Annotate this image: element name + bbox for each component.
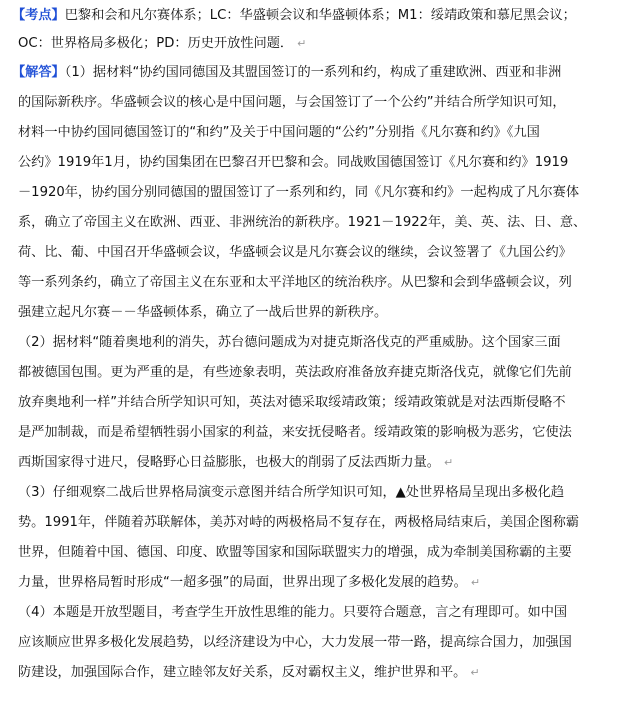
para4-line: 应该顺应世界多极化发展趋势，以经济建设为中心，大力发展一带一路，提高综合国力，加强国 (18, 635, 572, 650)
kaodian-label: 【考点】 (12, 8, 65, 23)
paragraph-mark-icon: ↵ (444, 456, 454, 469)
kaodian-line-2 (0, 33, 618, 55)
kaodian-text-1: 巴黎和会和凡尔赛体系；LC：华盛顿会议和华盛顿体系；M1：绥靖政策和慕尼黑会议； (64, 8, 576, 23)
para1-line: 强建立起凡尔赛－－华盛顿体系，确立了一战后世界的新秩序。 (18, 305, 388, 320)
kaodian-line-1 (0, 5, 618, 27)
para1-line: 公约》1919年1月，协约国集团在巴黎召开巴黎和会。同战败国德国签订《凡尔赛和约》1919 (18, 155, 569, 170)
para3-line: 力量，世界格局暂时形成“一超多强”的局面，世界出现了多极化发展的趋势。 ↵ (18, 575, 481, 590)
paragraph-mark-icon: ↵ (470, 576, 481, 589)
para2-line: 是严加制裁，而是希望牺牲弱小国家的利益，来安抚侵略者。绥靖政策的影响极为恶劣，它使法 (18, 425, 572, 440)
para2-line: 西斯国家得寸进尺，侵略野心日益膨胀，也极大的削弱了反法西斯力量。 ↵ (18, 455, 454, 470)
para3-line: 势。1991年，伴随着苏联解体，美苏对峙的两极格局不复存在，两极格局结束后，美国企图称霸 (18, 515, 580, 530)
para2-line: 都被德国包围。更为严重的是，有些迹象表明，英法政府准备放弃捷克斯洛伐克，就像它们先前 (18, 365, 572, 380)
para1-line: 材料一中协约国同德国签订的“和约”及关于中国问题的“公约”分别指《凡尔赛和约》《九国 (18, 125, 540, 140)
paragraph-mark-icon: ↵ (297, 37, 307, 50)
para1-line: 【解答】（1）据材料“协约国同德国及其盟国签订的一系列和约，构成了重建欧洲、西亚和非洲 (12, 65, 562, 80)
paragraph-mark-icon: ↵ (470, 666, 480, 679)
para3-line: （3）仔细观察二战后世界格局演变示意图并结合所学知识可知，▲处世界格局呈现出多极化趋 (18, 485, 565, 500)
para2-line: 放弃奥地利一样”并结合所学知识可知，英法对德采取绥靖政策；绥靖政策就是对法西斯侵略不 (18, 395, 566, 410)
para1-line: 荷、比、葡、中国召开华盛顿会议，华盛顿会议是凡尔赛会议的继续，会议签署了《九国公约》 (18, 245, 572, 260)
para4-line: （4）本题是开放型题目，考查学生开放性思维的能力。只要符合题意，言之有理即可。如中国 (18, 605, 568, 620)
para1-line: －1920年，协约国分别同德国的盟国签订了一系列和约，同《凡尔赛和约》一起构成了凡尔赛体 (18, 185, 580, 200)
kaodian-text-2: OC：世界格局多极化；PD：历史开放性问题． (18, 36, 294, 51)
para4-line: 防建设，加强国际合作，建立睦邻友好关系，反对霸权主义，维护世界和平。 ↵ (18, 665, 480, 680)
jieda-label: 【解答】 (12, 65, 65, 80)
para3-line: 世界，但随着中国、德国、印度、欧盟等国家和国际联盟实力的增强，成为牵制美国称霸的主要 (18, 545, 572, 560)
para1-line: 的国际新秩序。华盛顿会议的核心是中国问题，与会国签订了一个公约”并结合所学知识可知， (18, 95, 566, 110)
para1-line: 等一系列条约，确立了帝国主义在东亚和太平洋地区的统治秩序。从巴黎和会到华盛顿会议，列 (18, 275, 572, 290)
para1-line: 系，确立了帝国主义在欧洲、西亚、非洲统治的新秩序。1921－1922年，美、英、法、日、意、 (18, 215, 587, 230)
para2-line: （2）据材料“随着奥地利的消失，苏台德问题成为对捷克斯洛伐克的严重威胁。这个国家三面 (18, 335, 561, 350)
